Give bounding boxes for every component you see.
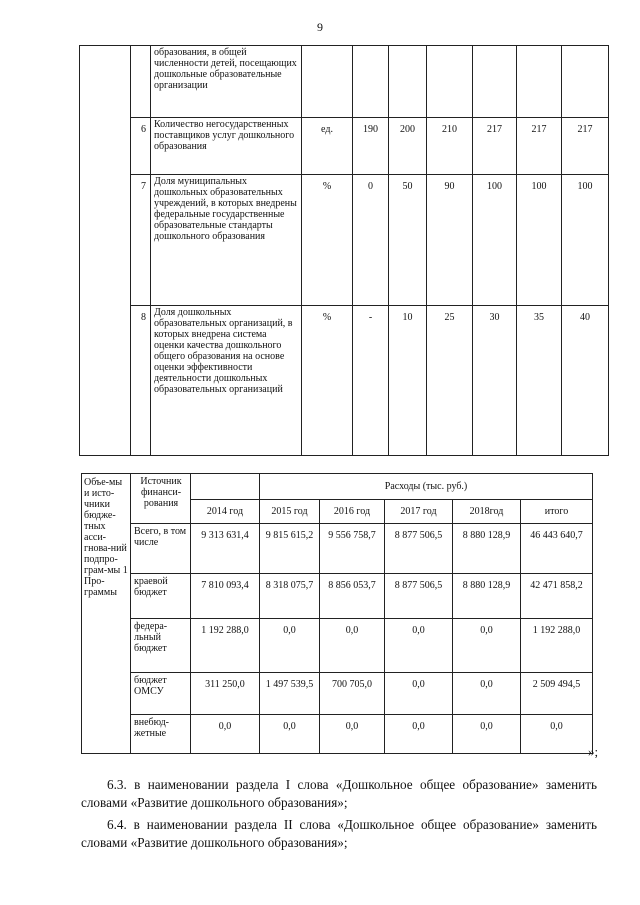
value-cell: 1 192 288,0 xyxy=(191,619,260,673)
value-cell: 0,0 xyxy=(320,619,385,673)
value-cell: 0,0 xyxy=(453,619,521,673)
budget-left-label: Объе-мы и исто-чники бюдже-тных асси-гнова-ний подпро-грам-мы 1 Про-граммы xyxy=(82,474,131,754)
value-cell: 0,0 xyxy=(260,715,320,754)
indicator-name: Доля муниципальных дошкольных образовательных учреждений, в которых внедрены федеральные государственные образовательные стандарты дошкольного образования xyxy=(151,175,302,306)
value-cell: 90 xyxy=(427,175,473,306)
value-cell: 217 xyxy=(517,118,562,175)
table-row xyxy=(82,524,593,574)
budget-table xyxy=(81,473,593,754)
value-cell: 0,0 xyxy=(260,619,320,673)
blank-left-cell xyxy=(80,46,131,456)
row-number xyxy=(131,46,151,118)
value-cell: 217 xyxy=(562,118,609,175)
value-cell xyxy=(517,46,562,118)
table-row xyxy=(80,175,609,306)
value-cell: 0 xyxy=(353,175,389,306)
value-cell: 46 443 640,7 xyxy=(521,524,593,574)
indicators-table xyxy=(79,45,609,456)
value-cell: 100 xyxy=(517,175,562,306)
row-number: 6 xyxy=(131,118,151,175)
table-row xyxy=(80,46,609,118)
year-header: 2017 год xyxy=(385,500,453,524)
value-cell: 9 556 758,7 xyxy=(320,524,385,574)
value-cell: 50 xyxy=(389,175,427,306)
indicator-name: Доля дошкольных образовательных организаций, в которых внедрена система оценки качества дошкольного общего образования на основе оценки эффективности деятельности дошкольных образовательных организаций xyxy=(151,306,302,456)
value-cell: 8 877 506,5 xyxy=(385,524,453,574)
table-header-row xyxy=(82,474,593,500)
indicator-name: Количество негосударственных поставщиков услуг дошкольного образования xyxy=(151,118,302,175)
value-cell: 40 xyxy=(562,306,609,456)
value-cell: 10 xyxy=(389,306,427,456)
value-cell: 0,0 xyxy=(453,715,521,754)
year-header: 2018год xyxy=(453,500,521,524)
value-cell: 30 xyxy=(473,306,517,456)
page-number: 9 xyxy=(317,20,323,34)
table-row xyxy=(80,118,609,175)
value-cell: 1 192 288,0 xyxy=(521,619,593,673)
value-cell xyxy=(473,46,517,118)
row-number: 8 xyxy=(131,306,151,456)
value-cell: 311 250,0 xyxy=(191,673,260,715)
value-cell: 0,0 xyxy=(521,715,593,754)
value-cell: 1 497 539,5 xyxy=(260,673,320,715)
value-cell: 35 xyxy=(517,306,562,456)
source-cell: краевой бюджет xyxy=(131,574,191,619)
value-cell: 0,0 xyxy=(191,715,260,754)
value-cell: 8 856 053,7 xyxy=(320,574,385,619)
source-cell: внебюд-жетные xyxy=(131,715,191,754)
value-cell: 100 xyxy=(473,175,517,306)
source-cell: Всего, в том числе xyxy=(131,524,191,574)
year-header: 2015 год xyxy=(260,500,320,524)
value-cell: 700 705,0 xyxy=(320,673,385,715)
source-header: Источник финанси-рования xyxy=(131,474,191,524)
year-header: итого xyxy=(521,500,593,524)
value-cell: 8 880 128,9 xyxy=(453,524,521,574)
value-cell: 9 313 631,4 xyxy=(191,524,260,574)
indicator-name: образования, в общей численности детей, посещающих дошкольные образовательные организации xyxy=(151,46,302,118)
value-cell: 100 xyxy=(562,175,609,306)
value-cell: 210 xyxy=(427,118,473,175)
value-cell: 0,0 xyxy=(385,619,453,673)
value-cell: 9 815 615,2 xyxy=(260,524,320,574)
unit-cell xyxy=(302,46,353,118)
year-header: 2014 год xyxy=(191,500,260,524)
table-row xyxy=(80,306,609,456)
value-cell: 0,0 xyxy=(453,673,521,715)
expenses-header: Расходы (тыс. руб.) xyxy=(260,474,593,500)
source-cell: бюджет ОМСУ xyxy=(131,673,191,715)
year-header: 2016 год xyxy=(320,500,385,524)
table-row xyxy=(82,574,593,619)
value-cell xyxy=(353,46,389,118)
value-cell: 217 xyxy=(473,118,517,175)
paragraph-6-3: 6.3. в наименовании раздела I слова «Дошкольное общее образование» заменить словами «Развитие дошкольного образования»; xyxy=(81,777,597,811)
value-cell: 200 xyxy=(389,118,427,175)
paragraph-6-4: 6.4. в наименовании раздела II слова «Дошкольное общее образование» заменить словами «Развитие дошкольного образования»; xyxy=(81,817,597,851)
value-cell xyxy=(389,46,427,118)
value-cell: 0,0 xyxy=(320,715,385,754)
value-cell: 8 318 075,7 xyxy=(260,574,320,619)
value-cell: 8 877 506,5 xyxy=(385,574,453,619)
table-row xyxy=(82,673,593,715)
value-cell: 25 xyxy=(427,306,473,456)
unit-cell: ед. xyxy=(302,118,353,175)
value-cell: 0,0 xyxy=(385,673,453,715)
table-row xyxy=(82,619,593,673)
value-cell: 8 880 128,9 xyxy=(453,574,521,619)
value-cell: 42 471 858,2 xyxy=(521,574,593,619)
source-cell: федера-льный бюджет xyxy=(131,619,191,673)
value-cell: 0,0 xyxy=(385,715,453,754)
blank-header-cell xyxy=(191,474,260,500)
value-cell xyxy=(427,46,473,118)
value-cell xyxy=(562,46,609,118)
value-cell: 7 810 093,4 xyxy=(191,574,260,619)
value-cell: - xyxy=(353,306,389,456)
row-number: 7 xyxy=(131,175,151,306)
value-cell: 190 xyxy=(353,118,389,175)
table-row xyxy=(82,715,593,754)
unit-cell: % xyxy=(302,306,353,456)
value-cell: 2 509 494,5 xyxy=(521,673,593,715)
unit-cell: % xyxy=(302,175,353,306)
closing-quote: »; xyxy=(588,744,599,759)
